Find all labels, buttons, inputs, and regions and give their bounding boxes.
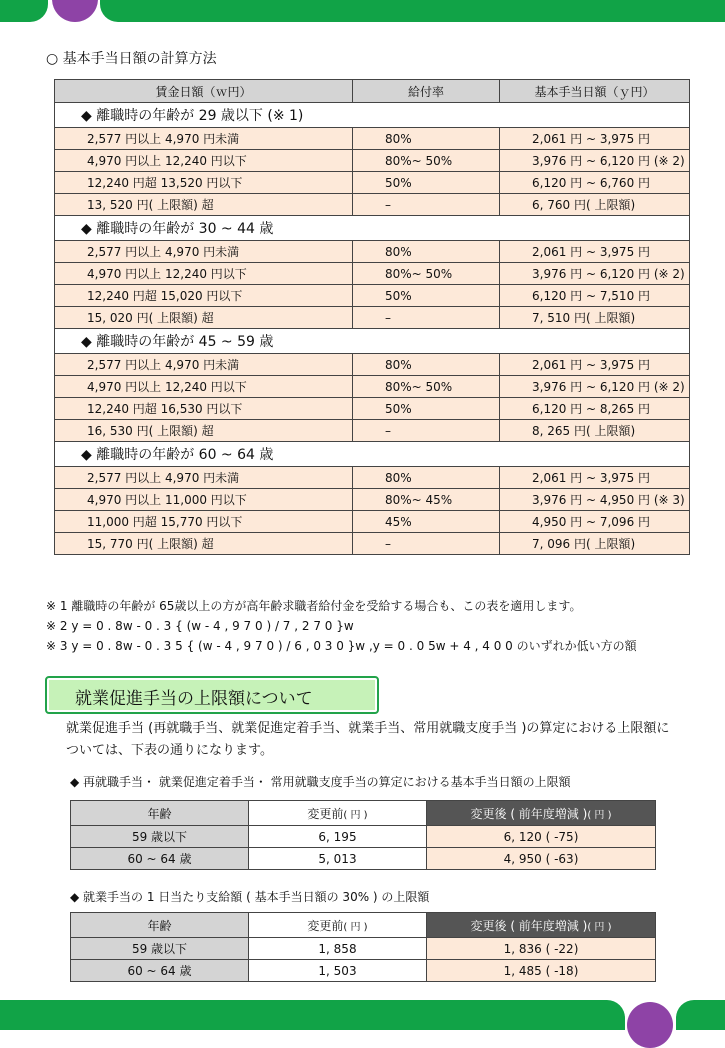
header-rate: 給付率	[353, 80, 500, 103]
table2-header-before: 変更前( 円 )	[249, 801, 427, 826]
wage-cell: 2,577 円以上 4,970 円未満	[55, 241, 353, 263]
wage-cell: 4,970 円以上 12,240 円以下	[55, 376, 353, 398]
table2-caption: ◆ 再就職手当・ 就業促進定着手当・ 常用就職支度手当の算定における基本手当日額の上限額	[70, 775, 571, 789]
rate-cell: 80%	[353, 354, 500, 376]
table3-caption: ◆ 就業手当の 1 日当たり支給額 ( 基本手当日額の 30% ) の上限額	[70, 890, 430, 904]
amount-cell: 2,061 円 ~ 3,975 円	[500, 241, 690, 263]
wage-cell: 2,577 円以上 4,970 円未満	[55, 354, 353, 376]
table-row: 60 ~ 64 歳 1, 503 1, 485 ( -18)	[71, 960, 656, 982]
rate-cell: –	[353, 307, 500, 329]
wage-cell: 15, 020 円( 上限額) 超	[55, 307, 353, 329]
group-row	[55, 216, 690, 241]
table3-header-age: 年齢	[71, 913, 249, 938]
amount-cell: 2,061 円 ~ 3,975 円	[500, 354, 690, 376]
amount-cell: 3,976 円 ~ 4,950 円 (※ 3)	[500, 489, 690, 511]
amount-cell: 6, 760 円( 上限額)	[500, 194, 690, 216]
rate-cell: 50%	[353, 172, 500, 194]
table-row	[55, 533, 690, 555]
table-row: 60 ~ 64 歳 5, 013 4, 950 ( -63)	[71, 848, 656, 870]
rate-cell: –	[353, 420, 500, 442]
group-row	[55, 103, 690, 128]
amount-cell: 4,950 円 ~ 7,096 円	[500, 511, 690, 533]
employment-allowance-cap-table	[70, 912, 656, 982]
reemployment-cap-table	[70, 800, 656, 870]
bottom-decoration	[0, 1000, 725, 1024]
group-label: ◆ 離職時の年齢が 45 ~ 59 歳	[55, 329, 690, 354]
wage-cell: 13, 520 円( 上限額) 超	[55, 194, 353, 216]
table-row	[55, 420, 690, 442]
table-row: 59 歳以下 6, 195 6, 120 ( -75)	[71, 826, 656, 848]
amount-cell: 6,120 円 ~ 6,760 円	[500, 172, 690, 194]
amount-cell: 8, 265 円( 上限額)	[500, 420, 690, 442]
group-label: ◆ 離職時の年齢が 30 ~ 44 歳	[55, 216, 690, 241]
table-row	[55, 489, 690, 511]
wage-cell: 12,240 円超 13,520 円以下	[55, 172, 353, 194]
wage-cell: 4,970 円以上 12,240 円以下	[55, 263, 353, 285]
wage-cell: 12,240 円超 16,530 円以下	[55, 398, 353, 420]
table-row	[55, 467, 690, 489]
header-daily-amount: 基本手当日額（ｙ円）	[500, 80, 690, 103]
table-row	[55, 150, 690, 172]
footnotes	[46, 596, 637, 656]
rate-cell: 80%	[353, 241, 500, 263]
wage-cell: 15, 770 円( 上限額) 超	[55, 533, 353, 555]
table-row	[55, 241, 690, 263]
amount-cell: 6,120 円 ~ 7,510 円	[500, 285, 690, 307]
table3-header-before: 変更前( 円 )	[249, 913, 427, 938]
table2-header-age: 年齢	[71, 801, 249, 826]
amount-cell: 3,976 円 ~ 6,120 円 (※ 2)	[500, 376, 690, 398]
footnote-3: ※ 3 y = 0 . 8w - 0 . 3 5 { (w - 4 , 9 7 0 ) / 6 , 0 3 0 }w ,y = 0 . 0 5w + 4 , 4 0 0 のいずれか低い方の額	[46, 639, 637, 653]
table-row: 59 歳以下 1, 858 1, 836 ( -22)	[71, 938, 656, 960]
rate-cell: –	[353, 194, 500, 216]
rate-cell: 80%~ 50%	[353, 376, 500, 398]
amount-cell: 7, 510 円( 上限額)	[500, 307, 690, 329]
amount-cell: 7, 096 円( 上限額)	[500, 533, 690, 555]
table-row	[55, 376, 690, 398]
rate-cell: –	[353, 533, 500, 555]
top-decoration	[0, 0, 725, 22]
group-label: ◆ 離職時の年齢が 29 歳以下 (※ 1)	[55, 103, 690, 128]
wage-cell: 11,000 円超 15,770 円以下	[55, 511, 353, 533]
rate-cell: 80%	[353, 128, 500, 150]
table-row	[55, 511, 690, 533]
section2-paragraph: 就業促進手当 (再就職手当、就業促進定着手当、就業手当、常用就職支度手当 )の算定における上限額については、下表の通りになります。	[66, 721, 670, 758]
amount-cell: 6,120 円 ~ 8,265 円	[500, 398, 690, 420]
basic-allowance-table	[54, 79, 690, 555]
section2-title-box	[45, 676, 379, 714]
amount-cell: 3,976 円 ~ 6,120 円 (※ 2)	[500, 263, 690, 285]
header-wage: 賃金日額（ｗ円）	[55, 80, 353, 103]
rate-cell: 50%	[353, 285, 500, 307]
table-row	[55, 128, 690, 150]
table-row	[55, 194, 690, 216]
wage-cell: 4,970 円以上 12,240 円以下	[55, 150, 353, 172]
rate-cell: 50%	[353, 398, 500, 420]
rate-cell: 80%~ 50%	[353, 150, 500, 172]
footnote-2: ※ 2 y = 0 . 8w - 0 . 3 { (w - 4 , 9 7 0 ) / 7 , 2 7 0 }w	[46, 619, 354, 633]
table-row	[55, 307, 690, 329]
amount-cell: 2,061 円 ~ 3,975 円	[500, 467, 690, 489]
group-row	[55, 442, 690, 467]
wage-cell: 2,577 円以上 4,970 円未満	[55, 467, 353, 489]
amount-cell: 2,061 円 ~ 3,975 円	[500, 128, 690, 150]
wage-cell: 16, 530 円( 上限額) 超	[55, 420, 353, 442]
rate-cell: 45%	[353, 511, 500, 533]
group-row	[55, 329, 690, 354]
footnote-1: ※ 1 離職時の年齢が 65歳以上の方が高年齢求職者給付金を受給する場合も、この表を適用します。	[46, 599, 582, 613]
table-row	[55, 354, 690, 376]
rate-cell: 80%	[353, 467, 500, 489]
rate-cell: 80%~ 50%	[353, 263, 500, 285]
table-row	[55, 285, 690, 307]
table2-header-after: 変更後 ( 前年度増減 )( 円 )	[427, 801, 656, 826]
table-row	[55, 263, 690, 285]
amount-cell: 3,976 円 ~ 6,120 円 (※ 2)	[500, 150, 690, 172]
section2-title: 就業促進手当の上限額について	[75, 689, 313, 709]
rate-cell: 80%~ 45%	[353, 489, 500, 511]
table3-header-after: 変更後 ( 前年度増減 )( 円 )	[427, 913, 656, 938]
group-label: ◆ 離職時の年齢が 60 ~ 64 歳	[55, 442, 690, 467]
wage-cell: 2,577 円以上 4,970 円未満	[55, 128, 353, 150]
table-row	[55, 172, 690, 194]
wage-cell: 4,970 円以上 11,000 円以下	[55, 489, 353, 511]
section-heading: ○ 基本手当日額の計算方法	[46, 51, 217, 67]
table-row	[55, 398, 690, 420]
wage-cell: 12,240 円超 15,020 円以下	[55, 285, 353, 307]
